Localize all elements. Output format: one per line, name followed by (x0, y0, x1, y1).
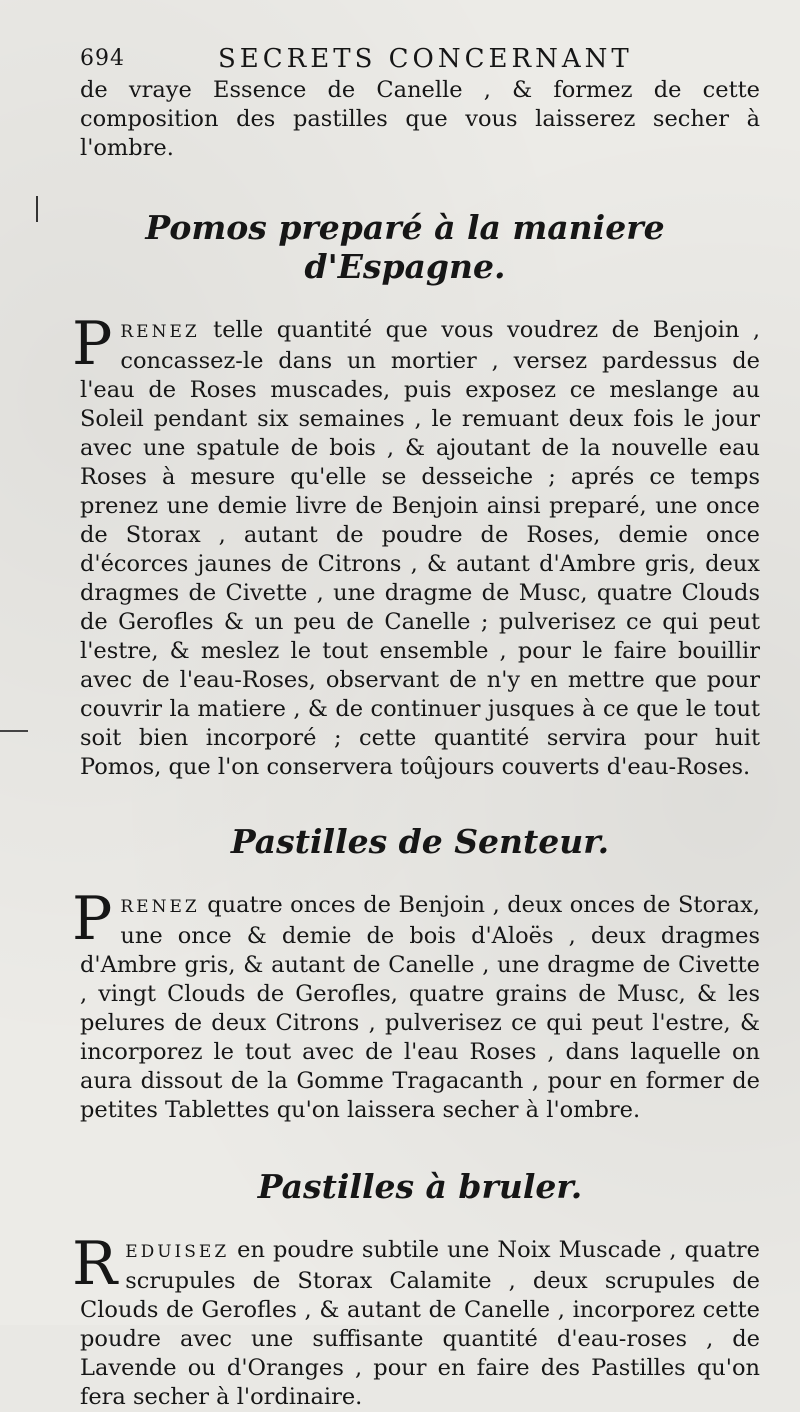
intro-paragraph: de vraye Essence de Canelle , & formez de cette composition des pastilles que vous laisserez secher à l'ombre. (80, 77, 760, 161)
body-text: quatre onces de Benjoin , deux onces de Storax, une once & demie de bois d'Aloës , deux dragmes d'Ambre gris, & autant de Canelle , une dragme de Civette , vingt Clouds de Gerofles, quatre grains de Musc, & les pelures de deux Citrons , pulverisez ce qui peut l'estre, & incorporez le tout avec de l'eau Roses , dans laquelle on aura dissout de la Gomme Tragacanth , pour en former de petites Tablettes qu'on laissera secher à l'ombre. (80, 892, 760, 1123)
lead-word: RENEZ (120, 897, 200, 917)
body-text: en poudre subtile une Noix Muscade , quatre scrupules de Storax Calamite , deux scrupules de Clouds de Gerofles , & autant de Canelle , incorporez cette poudre avec une suffisante quantité d'eau-roses , de Lavende ou d'Oranges , pour en faire des Pastilles qu'on fera secher à l'ordinaire. (80, 1237, 760, 1410)
running-head (80, 40, 760, 76)
body-text: telle quantité que vous voudrez de Benjoin , concassez-le dans un mortier , versez pardessus de l'eau de Roses muscades, puis exposez ce meslange au Soleil pendant six semaines , le remuant deux fois le jour avec une spatule de bois , & ajoutant de la nouvelle eau Roses à mesure qu'elle se desseiche ; aprés ce temps prenez une demie livre de Benjoin ainsi preparé, une once de Storax , autant de poudre de Roses, demie once d'écorces jaunes de Citrons , & autant d'Ambre gris, deux dragmes de Civette , une dragme de Musc, quatre Clouds de Gerofles & un peu de Canelle ; pulverisez ce qui peut l'estre, & meslez le tout ensemble , pour le faire bouillir avec de l'eau-Roses, observant de n'y en mettre que pour couvrir la matiere , & de continuer jusques à ce que le tout soit bien incorporé ; cette quantité servira pour huit Pomos, que l'on conservera toûjours couverts d'eau-Roses. (80, 317, 760, 780)
margin-mark (0, 730, 28, 732)
section-body-pastilles-senteur (72, 884, 760, 1125)
page-number: 694 (80, 46, 125, 71)
drop-cap: R (72, 1229, 118, 1299)
section-body-pastilles-bruler (72, 1229, 760, 1412)
section-title-pastilles-senteur: Pastilles de Senteur. (230, 822, 610, 861)
section-title-pomos: Pomos preparé à la maniere d'Espagne. (145, 208, 665, 286)
drop-cap: P (72, 309, 113, 379)
margin-mark (36, 196, 38, 222)
running-title: SECRETS CONCERNANT (218, 44, 633, 74)
section-title-pastilles-bruler: Pastilles à bruler. (257, 1167, 583, 1206)
lead-word: EDUISEZ (125, 1242, 230, 1262)
drop-cap: P (72, 884, 113, 954)
lead-word: RENEZ (120, 322, 200, 342)
section-body-pomos (72, 309, 760, 782)
